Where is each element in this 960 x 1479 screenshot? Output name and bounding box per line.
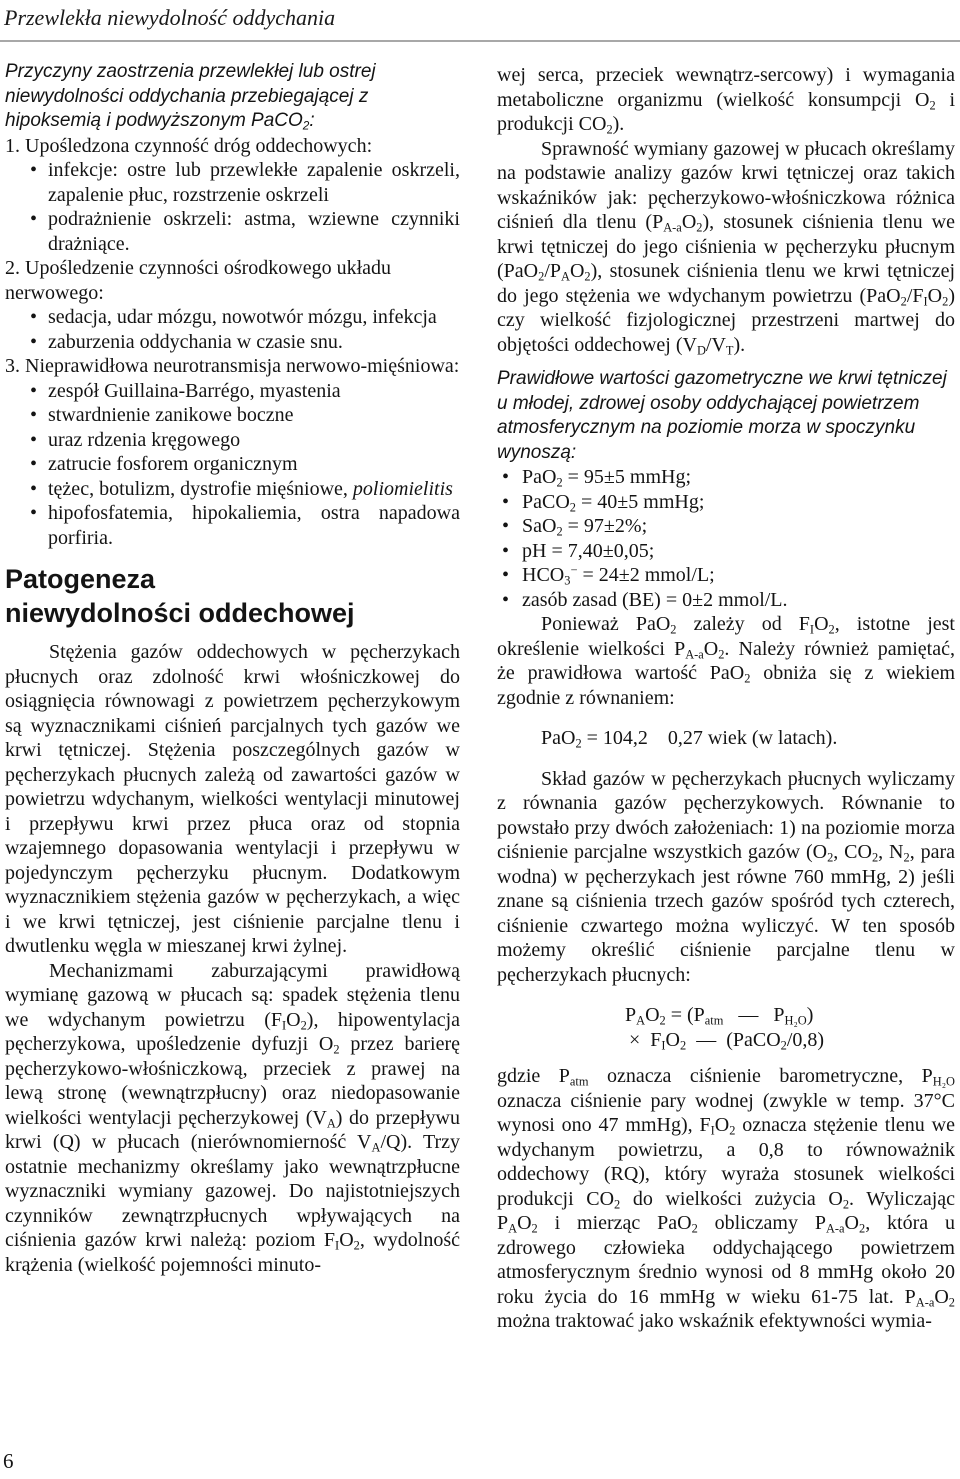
cause-group-1-title: 1. Upośledzona czynność dróg oddechowych: — [5, 134, 373, 157]
list-item: • $HCO_3^- = 24\pm 2$ mmol/L; — [497, 563, 955, 588]
header-rule — [0, 40, 960, 42]
normal-values-list — [497, 465, 955, 612]
list-item: • sedacja, udar mózgu, nowotwór mózgu, infekcja — [5, 305, 460, 330]
list-item: • zatrucie fosforem organicznym — [5, 452, 460, 477]
subscript: 2 — [606, 122, 613, 137]
causes-heading: Przyczyny zaostrzenia przewlekłej lub ostrej niewydolności oddychania przebiegającej z hipoksemią i podwyższonym PaCO$_2$: — [5, 61, 376, 133]
list-item: • pH = 7,40±0,05; — [497, 539, 955, 564]
cause-group-1-list — [5, 158, 460, 256]
subscript: 2 — [948, 1295, 955, 1310]
subscript: 2 — [842, 1197, 850, 1212]
subscript: 2 — [900, 294, 907, 309]
subscript: 2 — [903, 850, 910, 865]
subscript: A-a — [825, 1221, 845, 1236]
subscript: I — [661, 1038, 666, 1053]
list-item: • zaburzenia oddychania w czasie snu. — [5, 330, 460, 355]
subscript: 3 — [564, 573, 571, 588]
efficiency-paragraph: Sprawność wymiany gazowej w płucach określamy na podstawie analizy gazów krwi tętniczej oraz takich wskaźników jak: pęcherzykowo-włośniczkowa różnica ciśnień dla tlenu $(P_{A-a}O_2)$, stosunek ciśnienia tlenu we krwi tętniczej do jego ciśnienia w pęcherzyku płucnym $(PaO_2/P_AO_2)$, stosunek ciśnienia tlenu we krwi tętniczej do jego stężenia we wdychanym powietrzu $(PaO_2/F_IO_2)$ czy wielkość fizjologicznej przestrzeni martwej do objętości oddechowej $(V_D/V_T)$. — [497, 137, 956, 358]
subscript: 2 — [531, 1221, 538, 1236]
subscript: 2 — [538, 269, 545, 284]
subscript: 2 — [333, 1042, 340, 1057]
subscript: 2 — [858, 1221, 866, 1236]
subscript: 2 — [584, 269, 591, 284]
subscript: A — [371, 1140, 381, 1155]
cause-group-3-title: 3. Nieprawidłowa neurotransmisja nerwowo-mięśniowa: — [5, 355, 460, 377]
cause-group-2-title: 2. Upośledzenie czynności ośrodkowego układu nerwowego: — [5, 257, 392, 304]
subscript: 2 — [575, 736, 582, 751]
subscript: H₂O — [932, 1074, 955, 1089]
age-paragraph: Ponieważ PaO$_2$ zależy od $F_IO_2$, istotne jest określenie wielkości $P_{A-a}O_2$. Należy również pamiętać, że prawidłowa wartość PaO$_2$ obniża się z wiekiem zgodnie z równaniem: — [497, 613, 955, 709]
cause-group-2-list — [5, 305, 460, 354]
subscript: 2 — [929, 98, 936, 113]
subscript: 2 — [780, 1038, 787, 1053]
subscript: 2 — [871, 850, 879, 865]
list-item: • stwardnienie zanikowe boczne — [5, 403, 460, 428]
subscript: 2 — [680, 1038, 687, 1053]
subscript: atm — [569, 1074, 589, 1089]
subscript: I — [281, 1018, 287, 1033]
subscript: 2 — [659, 1013, 666, 1028]
subscript: A — [636, 1013, 646, 1028]
age-equation: PaO$_2$ = 104,2 0,27 wiek (w latach). — [541, 727, 838, 751]
subscript: 2 — [556, 475, 563, 490]
alveolar-gas-equation — [625, 1003, 955, 1052]
subscript: 2 — [569, 500, 576, 515]
section-title-line-2: niewydolności oddechowej — [5, 598, 355, 628]
pathogenesis-paragraph-1: Stężenia gazów oddechowych w pęcherzykach płucnych oraz zdolność krwi włośniczkowej do osiągnięcia równowagi z powietrzem pęcherzykowym są wyznacznikami ciśnień parcjalnych tych gazów we krwi tętniczej. Stężenia poszczególnych gazów w pęcherzykach płucnych zależą od zawartości gazów w powietrzu wdychanym, wielkości wentylacji minutowej i przepływu krwi przez płuca oraz od stopnia wzajemnego dopasowania wentylacji i przepływu w pojedynczym pęcherzyku płucnym. Dodatkowym wyznacznikiem stężenia gazów w pęcherzykach, a więc i we krwi tętniczej, jest ciśnienie parcjalne tlenu i dwutlenku węgla w mieszanej krwi żylnej. — [5, 641, 460, 957]
subscript: A-a — [663, 220, 682, 235]
subscript: I — [923, 294, 928, 309]
alveolar-paragraph: Skład gazów w pęcherzykach płucnych wyliczamy z równania gazów pęcherzykowych. Równanie to powstało przy dwóch założeniach: 1) na poziomie morza ciśnienie parcjalne wszystkich gazów ($O_2$, $CO_2$, $N_2$, para wodna) w pęcherzykach jest równe 760 mmHg, 2) jeśli znane są ciśnienia trzech gazów spośród tych czterech, ciśnienie czwartego można wyliczyć. W ten sposób możemy określić ciśnienie parcjalne tlenu w pęcherzykach płucnych: — [497, 767, 955, 986]
normal-values-heading: Prawidłowe wartości gazometryczne we krwi tętniczej u młodej, zdrowej osoby oddychającej powietrzem atmosferycznym na poziomie morza w spoczynku wynoszą: — [497, 368, 947, 463]
subscript: 2 — [696, 220, 703, 235]
subscript: 2 — [302, 119, 310, 133]
explanation-paragraph: gdzie $P_{atm}$ oznacza ciśnienie barometryczne, $P_{H_2O}$ oznacza ciśnienie pary wodnej (zwykle w temp. 37°C wynosi ono 47 mmHg), $F_IO_2$ oznacza stężenie tlenu we wdychanym powietrzu, a 0,8 to równoważnik oddechowy (RQ), który wyraża stosunek wielkości produkcji $CO_2$ do wielkości zużycia $O_2$. Wyliczając $P_AO_2$ i mierząc PaO$_2$ obliczamy $P_{A-a}O_2$, która u zdrowego człowieka oddychającego powietrzem atmosferycznym średnio wynosi od 8 mmHg około 20 roku życia do 16 mmHg w wieku 61-75 lat. $P_{A-a}O_2$ można traktować jako wskaźnik efektywności wymia- — [497, 1065, 956, 1332]
list-item: • hipofosfatemia, hipokaliemia, ostra napadowa porfiria. — [5, 501, 460, 550]
subscript: 2 — [670, 622, 677, 637]
superscript: − — [570, 563, 578, 578]
list-item: • PaO$_2$ = 95±5 mmHg; — [497, 465, 955, 490]
list-item: • zespół Guillaina-Barrégo, myastenia — [5, 379, 460, 404]
subscript: I — [335, 1238, 340, 1253]
pathogenesis-paragraph-2: Mechanizmami zaburzającymi prawidłową wymianę gazową w płucach są: spadek stężenia tlenu we wdychanym powietrzu $(F_IO_2)$, hipowentylacja pęcherzykowa, upośledzenie dyfuzji $O_2$ przez barierę pęcherzykowo-włośniczkową, przeciek z prawej na lewą stronę (wewnątrzpłucny) oraz niedopasowanie wielkości wentylacji pęcherzykowej $(V_A)$ do przepływu krwi (Q) w płucach (nierównomierność $V_A/Q$). Trzy ostatnie mechanizmy określamy jako wewnątrzpłucne wyznaczniki wymiany gazowej. Do najistotniejszych czynników zewnątrzpłucnych wpływających na ciśnienia gazów krwi należą: poziom $F_IO_2$, wydolność krążenia (wielkość pojemności minuto- — [5, 959, 461, 1276]
list-item: • infekcje: ostre lub przewlekłe zapalenie oskrzeli, zapalenie płuc, rozstrzenie oskrzeli — [5, 158, 460, 207]
page-number: 6 — [3, 1449, 14, 1473]
subscript: I — [809, 622, 815, 637]
subscript: 2 — [353, 1238, 360, 1253]
right-column — [497, 63, 955, 1334]
cause-group-3-list — [5, 379, 460, 551]
subscript: A-a — [685, 647, 704, 662]
subscript: A — [508, 1221, 518, 1236]
subscript: 2 — [828, 622, 835, 637]
subscript: T — [725, 343, 734, 358]
subscript: 2 — [827, 850, 834, 865]
subscript: H₂O — [784, 1013, 807, 1028]
list-item: • PaCO$_2$ = 40±5 mmHg; — [497, 490, 955, 515]
running-title: Przewlekła niewydolność oddychania — [4, 5, 336, 30]
italic-term: poliomielitis — [352, 477, 453, 500]
subscript: A — [561, 269, 570, 284]
list-item: • uraz rdzenia kręgowego — [5, 428, 460, 453]
subscript: 2 — [300, 1018, 307, 1033]
alveolar-equation-line-1: $P_AO_2 = (P_{atm}$ — $P_{H_2O}$) — [625, 1004, 814, 1028]
subscript: 2 — [614, 1197, 621, 1212]
subscript: 2 — [691, 1221, 698, 1236]
subscript: atm — [704, 1013, 724, 1028]
continuation-paragraph: wej serca, przeciek wewnątrz-sercowy) i wymagania metaboliczne organizmu (wielkość konsumpcji $O_2$ i produkcji $CO_2$). — [497, 64, 955, 137]
section-title — [5, 562, 460, 630]
subscript: A — [326, 1116, 336, 1131]
subscript: 2 — [744, 671, 751, 686]
alveolar-equation-line-2: × $F_IO_2$ — (PaCO$_2$/0,8) — [629, 1028, 825, 1053]
subscript: I — [710, 1123, 715, 1138]
left-column — [5, 60, 460, 1277]
list-item: • zasób zasad (BE) = 0±2 mmol/L. — [497, 588, 955, 613]
subscript: 2 — [729, 1123, 736, 1138]
section-title-line-1: Patogeneza — [5, 564, 156, 594]
subscript: D — [696, 343, 706, 358]
list-item: • podrażnienie oskrzeli: astma, wziewne czynniki drażniące. — [5, 207, 460, 256]
subscript: 2 — [942, 294, 949, 309]
subscript: 2 — [718, 647, 725, 662]
subscript: 2 — [556, 524, 563, 539]
list-item: • SaO$_2$ = 97±2%; — [497, 514, 955, 539]
subscript: A-a — [915, 1295, 935, 1310]
list-item: • tężec, botulizm, dystrofie mięśniowe, poliomielitis — [5, 477, 460, 502]
